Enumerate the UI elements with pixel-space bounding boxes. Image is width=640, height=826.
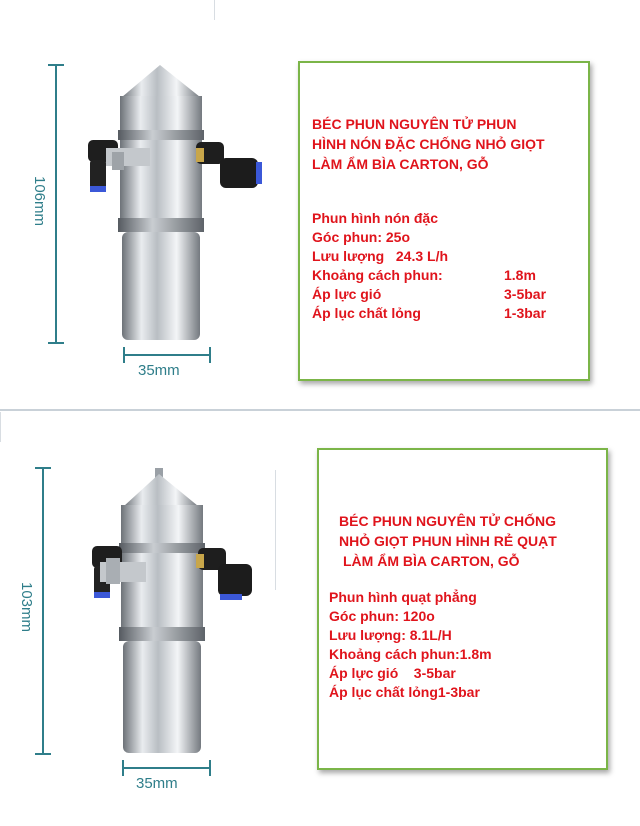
- spec-value: 3-5bar: [504, 286, 547, 302]
- product-title-line-2: NHỎ GIỌT PHUN HÌNH RẺ QUẠT: [339, 533, 557, 549]
- spec-label: Lưu lượng 24.3 L/h: [312, 248, 449, 264]
- spec-line: Khoảng cách phun:1.8m: [329, 646, 492, 662]
- product-title-line-3: LÀM ẨM BÌA CARTON, GỖ: [312, 156, 489, 172]
- spec-box-2: [317, 448, 608, 770]
- spec-line: Lưu lượng: 8.1L/H: [329, 627, 452, 643]
- spec-line: Áp lực gió 3-5bar: [329, 665, 456, 681]
- product-title-line-2: HÌNH NÓN ĐẶC CHỐNG NHỎ GIỌT: [312, 136, 545, 152]
- height-dimension-label: 103mm: [18, 582, 35, 633]
- spec-label: Khoảng cách phun:: [312, 267, 443, 283]
- spec-line: Góc phun: 120o: [329, 608, 435, 624]
- product-title-line-1: BÉC PHUN NGUYÊN TỬ PHUN: [312, 116, 517, 132]
- spec-label: Áp lục chất lỏng: [312, 305, 421, 321]
- width-dimension-label: 35mm: [136, 775, 178, 792]
- product-panel-1: [0, 0, 640, 412]
- spec-value: 1.8m: [504, 267, 536, 283]
- spec-line: Phun hình quạt phẳng: [329, 589, 477, 605]
- height-dimension-label: 106mm: [31, 176, 48, 227]
- spec-label: Góc phun: 25o: [312, 229, 410, 245]
- spec-box-1: [298, 61, 590, 381]
- spec-line: Áp lục chất lỏng1-3bar: [329, 684, 480, 700]
- product-panel-2: [0, 412, 640, 826]
- spec-label: Phun hình nón đặc: [312, 210, 438, 226]
- spec-label: Áp lực gió: [312, 286, 382, 302]
- width-dimension-label: 35mm: [138, 362, 180, 379]
- product-title-line-3: LÀM ẨM BÌA CARTON, GỖ: [343, 553, 520, 569]
- product-title-line-1: BÉC PHUN NGUYÊN TỬ CHỐNG: [339, 513, 556, 529]
- spec-value: 1-3bar: [504, 305, 547, 321]
